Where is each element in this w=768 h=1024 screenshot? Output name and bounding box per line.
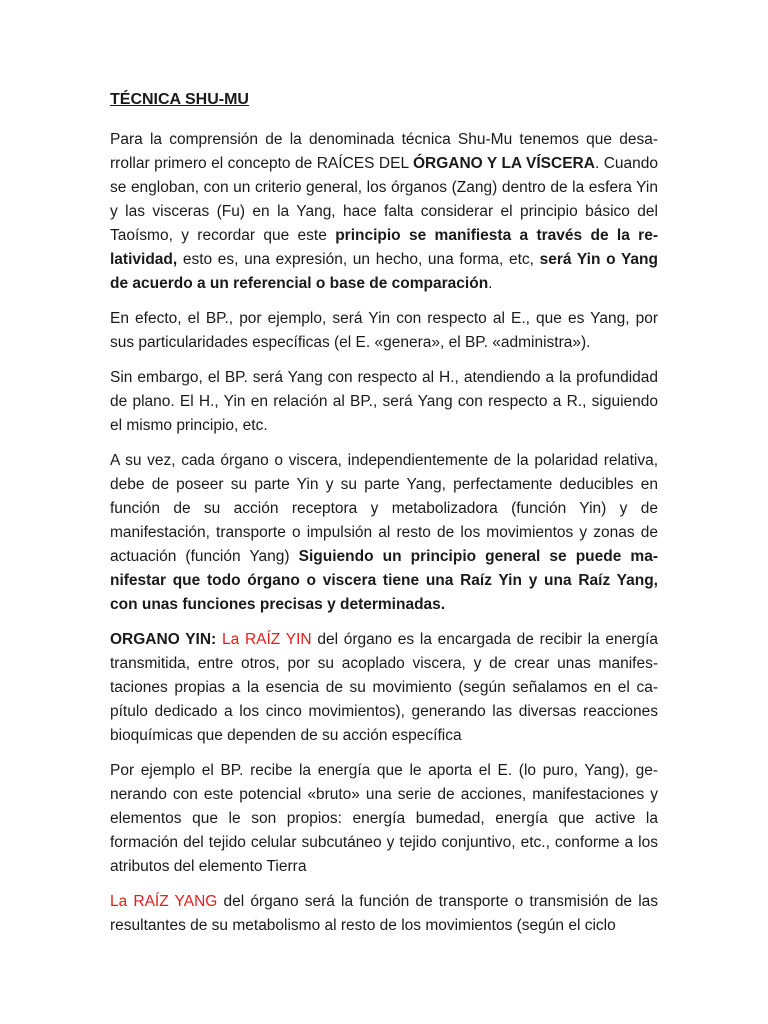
paragraph-7 [110,890,658,938]
paragraph-5 [110,628,658,748]
text-run: será Yin o Yang de acuerdo a un referencial o base de comparación [110,251,658,292]
text-run: del órgano será la función de transporte o transmisión de las resultantes de su metabolismo al resto de los movimientos (según el ciclo [110,893,659,934]
text-run: La RAÍZ YANG [110,893,218,910]
text-run: principio se manifiesta a través de la relatividad, [110,227,659,268]
text-run: esto es, una expresión, un hecho, una forma, etc, [177,251,540,268]
text-run: Por ejemplo el BP. recibe la energía que le aporta el E. (lo puro, Yang), generando con este potencial «bruto» una serie de acciones, manifestaciones y elementos que le son propios: energía bumedad, energía que active la formación del tejido celular subcutáneo y tejido conjuntivo, etc., conforme a los atributos del elemento Tierra [110,762,658,875]
text-run: ORGANO YIN: [110,631,222,648]
text-run: A su vez, cada órgano o viscera, independientemente de la polaridad relativa, debe de poseer su parte Yin y su parte Yang, perfectamente deducibles en función de su acción receptora y metabolizadora (función Yin) y de manifestación, transporte o impulsión al resto de los movimientos y zonas de actuación (función Yang) [110,452,658,565]
text-run: . [488,275,493,292]
text-run: Para la comprensión de la denominada técnica Shu-Mu tenemos que desarrollar primero el concepto de RAÍCES DEL [110,131,658,172]
text-run: La RAÍZ YIN [221,631,312,648]
paragraph-1 [110,128,658,296]
text-run: del órgano es la encargada de recibir la energía transmitida, entre otros, por su acoplado viscera, y de crear unas manifestaciones propias a la esencia de su movimiento (según señalamos en el capítulo dedicado a los cinco movimientos), generando las diversas reacciones bioquímicas que dependen de su acción específica [110,631,658,744]
text-run: . Cuando se engloban, con un criterio general, los órganos (Zang) dentro de la esfera Yin y las visceras (Fu) en la Yang, hace falta considerar el principio básico del Taoísmo, y recordar que este [110,155,659,244]
text-run: Siguiendo un principio general se puede manifestar que todo órgano o viscera tiene una Raíz Yin y una Raíz Yang, con unas funciones precisas y determinadas. [110,548,658,613]
paragraph-3 [110,366,658,438]
paragraph-4 [110,449,658,617]
text-run: En efecto, el BP., por ejemplo, será Yin con respecto al E., que es Yang, por sus particularidades específicas (el E. «genera», el BP. «administra»). [110,310,658,351]
text-run: Sin embargo, el BP. será Yang con respecto al H., atendiendo a la profundidad de plano. El H., Yin en relación al BP., será Yang con respecto a R., siguiendo el mismo principio, etc. [110,369,658,434]
text-run: ÓRGANO Y LA VÍSCERA [412,155,595,172]
document-title: TÉCNICA SHU-MU [110,91,249,108]
paragraph-6 [110,759,658,879]
paragraph-2 [110,307,658,355]
